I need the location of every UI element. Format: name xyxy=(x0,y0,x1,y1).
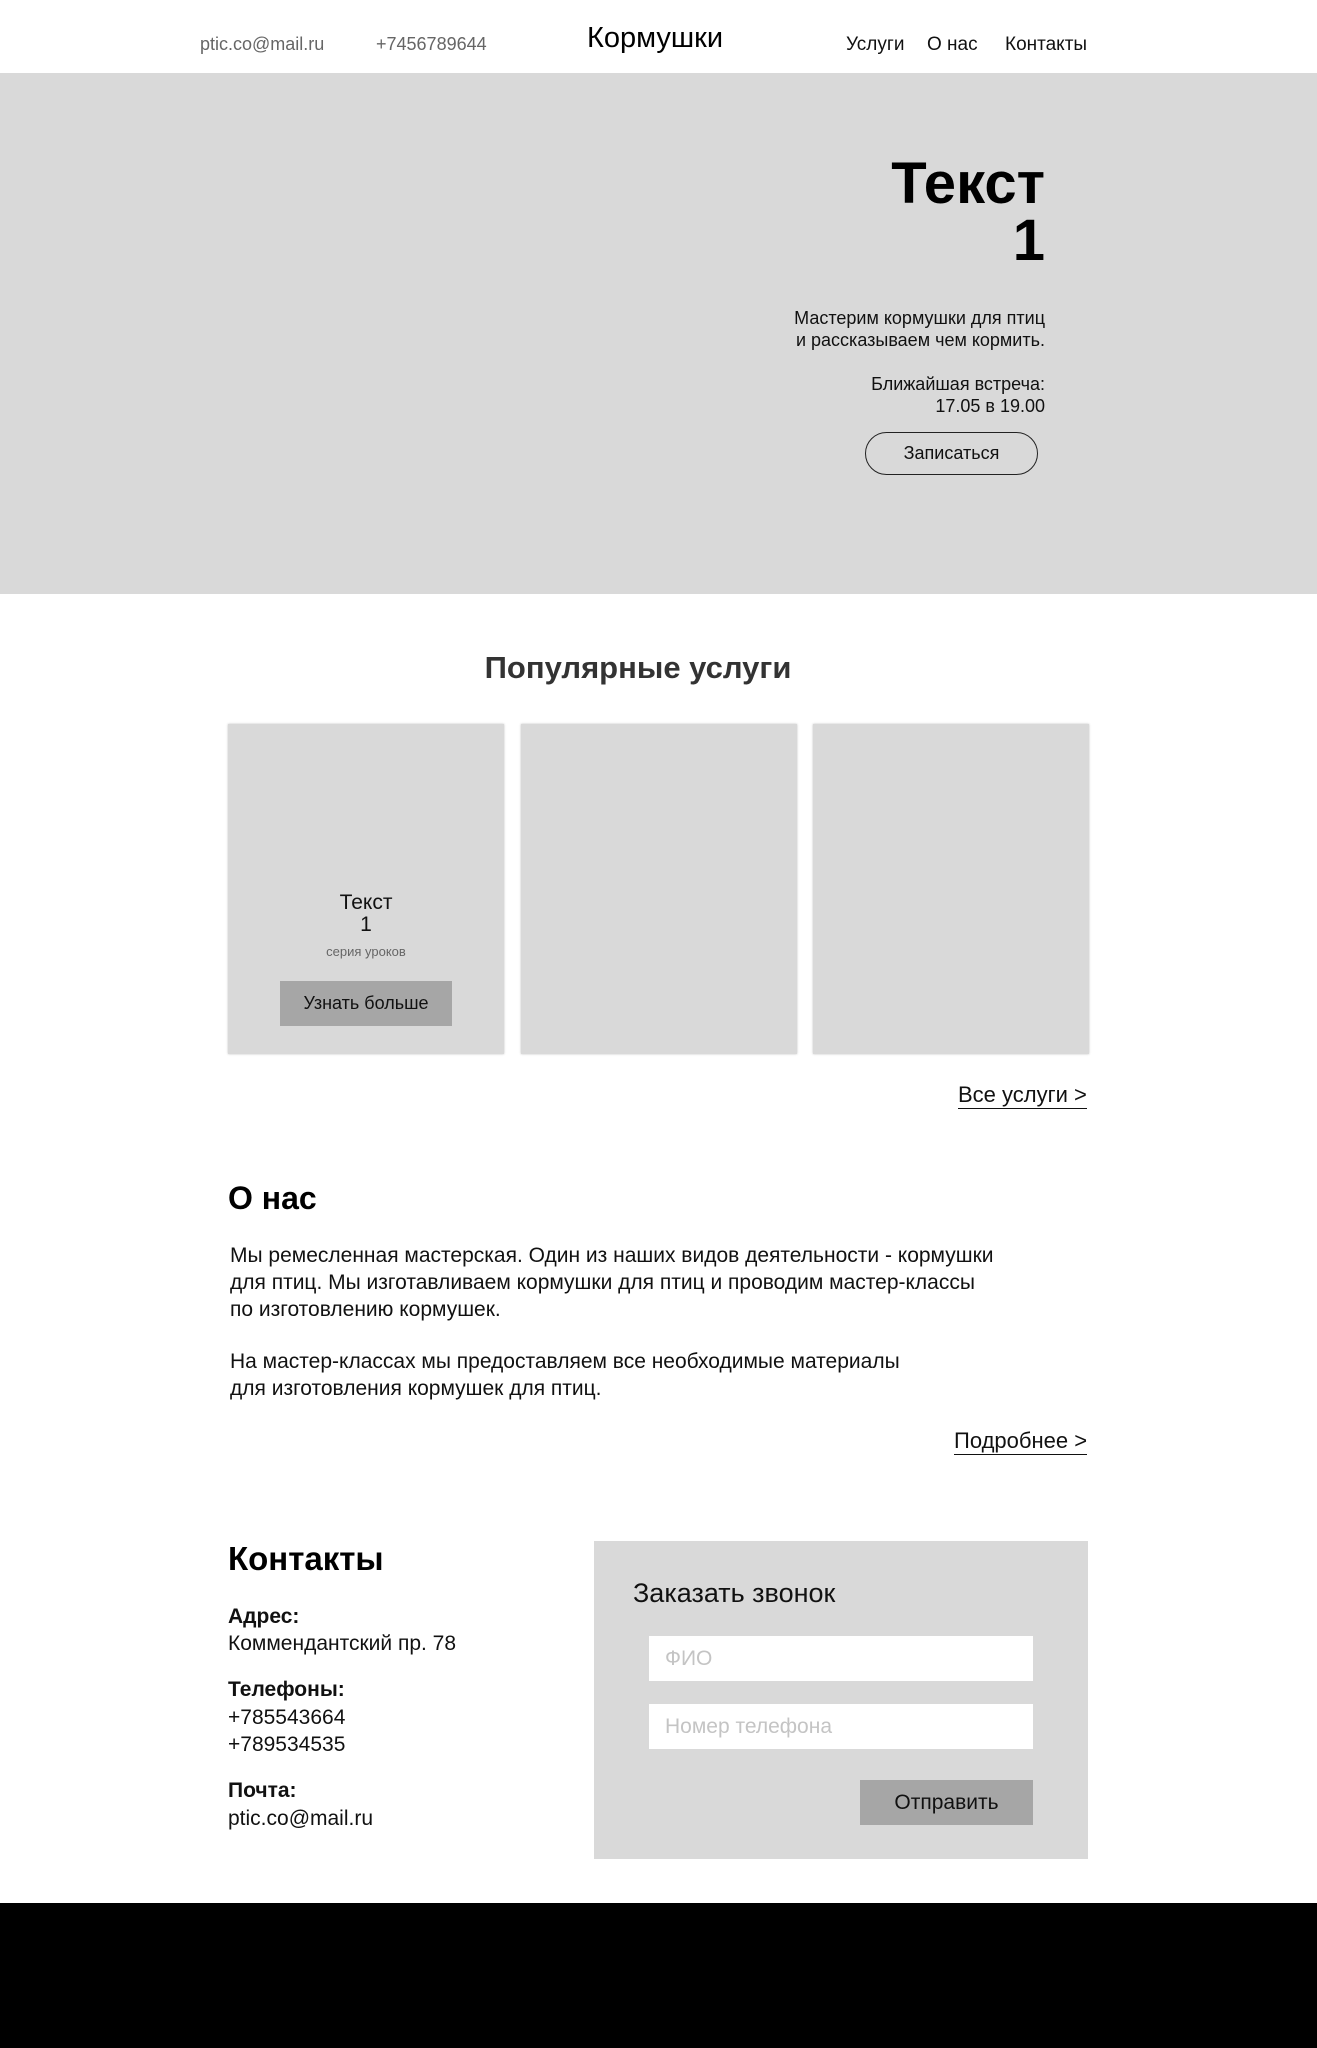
hero-title xyxy=(745,151,1045,273)
fio-input[interactable] xyxy=(649,1636,1033,1681)
hero-title-line: 1 xyxy=(1012,208,1045,273)
phones-value xyxy=(228,1704,345,1758)
signup-button[interactable]: Записаться xyxy=(865,432,1038,475)
meeting-label: Ближайшая встреча: xyxy=(871,374,1045,394)
callback-title: Заказать звонок xyxy=(633,1578,836,1608)
service-card[interactable] xyxy=(228,724,504,1054)
submit-button[interactable]: Отправить xyxy=(860,1780,1033,1825)
phone-number[interactable]: +785543664 xyxy=(228,1706,346,1729)
service-card-placeholder[interactable] xyxy=(521,724,797,1054)
nav-services[interactable]: Услуги xyxy=(846,34,905,55)
phones-label: Телефоны: xyxy=(228,1678,345,1701)
address-value: Коммендантский пр. 78 xyxy=(228,1632,457,1655)
site-header xyxy=(0,0,1317,73)
about-more-link[interactable]: Подробнее > xyxy=(954,1428,1088,1453)
about-paragraph-1 xyxy=(230,1242,1090,1323)
service-card-subtitle: серия уроков xyxy=(326,944,406,959)
nav-about[interactable]: О нас xyxy=(927,34,978,55)
site-footer xyxy=(0,1903,1317,2048)
phone-input[interactable] xyxy=(649,1704,1033,1749)
service-card-title-line: 1 xyxy=(360,913,372,936)
about-text-line: по изготовлению кормушек. xyxy=(230,1298,501,1321)
all-services-link[interactable]: Все услуги > xyxy=(958,1082,1087,1107)
callback-form xyxy=(594,1541,1088,1859)
about-text-line: На мастер-классах мы предоставляем все необходимые материалы xyxy=(230,1350,900,1373)
mail-value[interactable]: ptic.co@mail.ru xyxy=(228,1807,374,1830)
header-email[interactable]: ptic.co@mail.ru xyxy=(200,34,325,54)
brand-logo[interactable]: Кормушки xyxy=(587,22,724,54)
hero-description xyxy=(645,307,1045,351)
hero-next-meeting xyxy=(645,373,1045,417)
address-label: Адрес: xyxy=(228,1605,300,1628)
service-card-title-line: Текст xyxy=(339,891,393,914)
services-title: Популярные услуги xyxy=(484,650,792,685)
learn-more-button[interactable]: Узнать больше xyxy=(280,981,452,1026)
service-card-placeholder[interactable] xyxy=(813,724,1089,1054)
hero-title-line: Текст xyxy=(891,151,1045,216)
phone-number[interactable]: +789534535 xyxy=(228,1733,346,1756)
about-title: О нас xyxy=(228,1180,317,1216)
mail-label: Почта: xyxy=(228,1779,297,1802)
about-text-line: Мы ремесленная мастерская. Один из наших видов деятельности - кормушки xyxy=(230,1244,994,1267)
hero-description-line: и рассказываем чем кормить. xyxy=(795,330,1045,350)
header-phone[interactable]: +7456789644 xyxy=(376,34,487,54)
hero-banner xyxy=(0,73,1317,594)
nav-contacts[interactable]: Контакты xyxy=(1005,34,1088,55)
about-text-line: для птиц. Мы изготавливаем кормушки для птиц и проводим мастер-классы xyxy=(230,1271,975,1294)
about-text-line: для изготовления кормушек для птиц. xyxy=(230,1377,602,1400)
about-paragraph-2 xyxy=(230,1348,1090,1402)
service-card-title xyxy=(228,892,504,936)
meeting-date: 17.05 в 19.00 xyxy=(935,396,1045,416)
contacts-title: Контакты xyxy=(228,1540,384,1577)
hero-description-line: Мастерим кормушки для птиц xyxy=(794,308,1045,328)
